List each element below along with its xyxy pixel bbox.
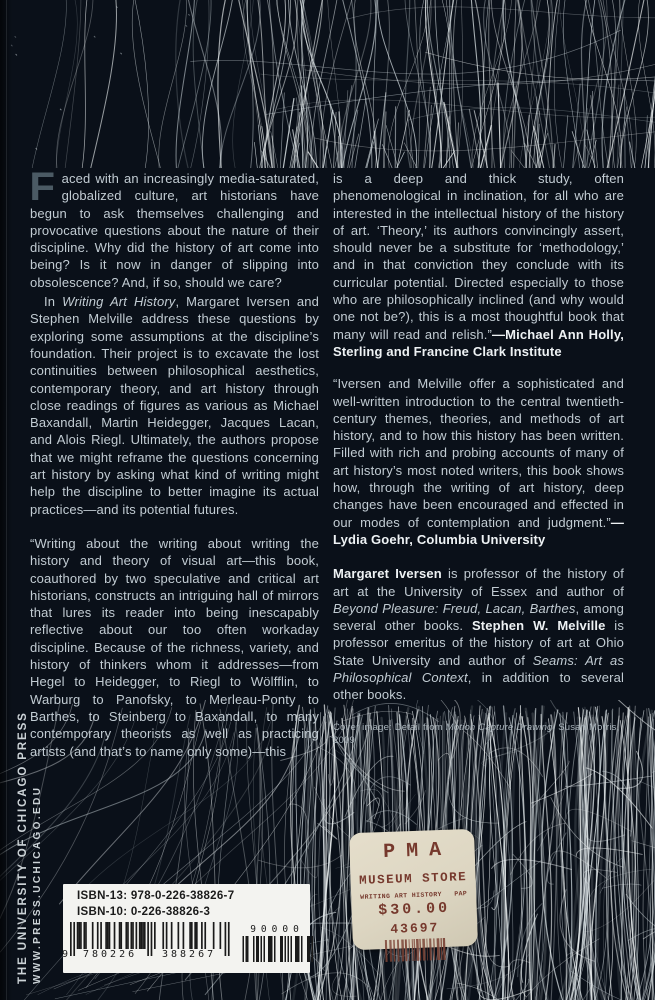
- publisher-url: WWW.PRESS.UCHICAGO.EDU: [32, 785, 43, 984]
- blurb-paragraph-1: [29, 165, 319, 291]
- isbn-barcode-block: [63, 884, 310, 973]
- review-quote-1-part-1: [30, 535, 319, 760]
- sticker-price: $30.00: [377, 899, 451, 920]
- book-edge-highlight: [6, 0, 7, 1000]
- author-name-1: Margaret Iversen: [333, 566, 442, 582]
- barcode-digits-left: 780226: [83, 949, 138, 960]
- blurb-paragraph-2-prefix: In: [44, 294, 63, 310]
- price-sticker: [349, 829, 478, 950]
- review-quote-1-part-2-text: is a deep and thick study, often phenomenological in inclination, for all who are interested in the intellectual history of the history of art. ‘Theory,’ its authors convincingly assert, should never be a substitute for ‘methodology,’ and in that conviction they conclude with its curricular potential. Directed especially to those who are philosophically inclined (and why would one not be?), this is a most thoughtful book that many will read and relish.”: [333, 171, 624, 342]
- left-text-column: [29, 165, 320, 760]
- publisher-name: THE UNIVERSITY OF CHICAGO PRESS: [17, 711, 29, 984]
- review-quote-2: [333, 375, 624, 548]
- author-bio-text-1: is professor of the history of art at the University of Essex and author of: [333, 566, 624, 599]
- author-bio-text-2: , among several other books.: [333, 600, 624, 634]
- credit-artwork-title: Motion Capture Drawing: [445, 721, 553, 733]
- barcode-digits-right: 388267: [162, 949, 217, 960]
- supplement-digits: 90000: [250, 924, 304, 935]
- review-quote-2-text: “Iversen and Melville offer a sophisticated and well-written introduction to the central twentieth-century themes, theories, and methods of art history, and to how this history has been written. Filled with rich and probing accounts of many of art history’s most noted writers, this book shows how, through the writing of art history, deep changes have been encouraged and effected in our modes of contemplation and judgment.”: [333, 376, 624, 530]
- review-2-attribution: —Lydia Goehr, Columbia University: [333, 514, 624, 547]
- author-bio-text-4: , in addition to several other books.: [333, 670, 624, 703]
- author-bio-text-3: is professor emeritus of the history of art at Ohio State University and author of: [333, 618, 624, 668]
- blurb-paragraph-2: [30, 293, 319, 518]
- publisher-spine-text: [17, 694, 43, 984]
- dropcap-letter: F: [29, 165, 56, 209]
- author-name-2: Stephen W. Melville: [471, 618, 606, 634]
- credit-prefix: Cover image: Detail from: [333, 721, 446, 733]
- barcode-digit-first: 9: [62, 949, 72, 960]
- book-title-italic: Writing Art History: [62, 294, 176, 310]
- right-text-column: [333, 170, 624, 747]
- author-1-book-title: Beyond Pleasure: Freud, Lacan, Barthes: [333, 600, 576, 616]
- sticker-format-code: PAP: [454, 890, 468, 898]
- author-2-book-title: Seams: Art as Philosophical Context: [333, 652, 624, 686]
- review-quote-1-part-2: [333, 170, 624, 360]
- isbn13-text: ISBN-13: 978-0-226-38826-7: [77, 890, 235, 902]
- credit-suffix: , Susan Morris, 2009: [333, 721, 620, 746]
- scribble-artwork-top: [0, 0, 655, 168]
- review-quote-1-part-1-text: “Writing about the writing about writing the history and theory of visual art—this book, coauthored by two speculative and critical art historians, constructs an intriguing hall of mirrors that lures its reader into being inescapably reflective about our too often workaday discipline. Because of the richness, variety, and history of thinkers whom it addresses—from Hegel to Heidegger, to Riegl to Wölfflin, to Warburg to Panofsky, to Merleau-Ponty to Barthes, to Steinberg to Baxandall, to many contemporary theorists as well as practicing artists (and that’s to name only some)—this: [30, 535, 319, 759]
- review-1-attribution: —Michael Ann Holly, Sterling and Francine Clark Institute: [333, 326, 624, 359]
- isbn10-text: ISBN-10: 0-226-38826-3: [77, 906, 211, 918]
- author-bio: [333, 565, 624, 703]
- sticker-barcode: [384, 938, 447, 962]
- blurb-paragraph-1-text: aced with an increasingly media-saturated, globalized culture, art historians have begun to ask themselves challenging and provocative questions about the nature of their discipline. Why did the history of art come into being? Is it now in danger of slipping into obsolescence? And, if so, should we care?: [30, 171, 319, 290]
- ean5-supplement-barcode: [241, 936, 315, 962]
- sticker-store-abbr: PMA: [382, 838, 453, 865]
- cover-image-credit: [333, 721, 624, 747]
- sticker-sku: 43697: [390, 920, 440, 937]
- sticker-item-title: WRITING ART HISTORY: [360, 891, 443, 901]
- sticker-store-name: MUSEUM STORE: [358, 870, 468, 888]
- blurb-paragraph-2-rest: , Margaret Iversen and Stephen Melville address these questions by exploring some assumptions at the discipline’s foundation. Their project is to excavate the lost continuities between philosophical aesthetics, contemporary theory, and art history through close readings of figures as various as Michael Baxandall, Martin Heidegger, Jacques Lacan, and Alois Riegl. Ultimately, the authors propose that we might reframe the questions concerning art history by asking what kind of writing might help the discipline to better imagine its actual practices—and its potential futures.: [30, 294, 320, 517]
